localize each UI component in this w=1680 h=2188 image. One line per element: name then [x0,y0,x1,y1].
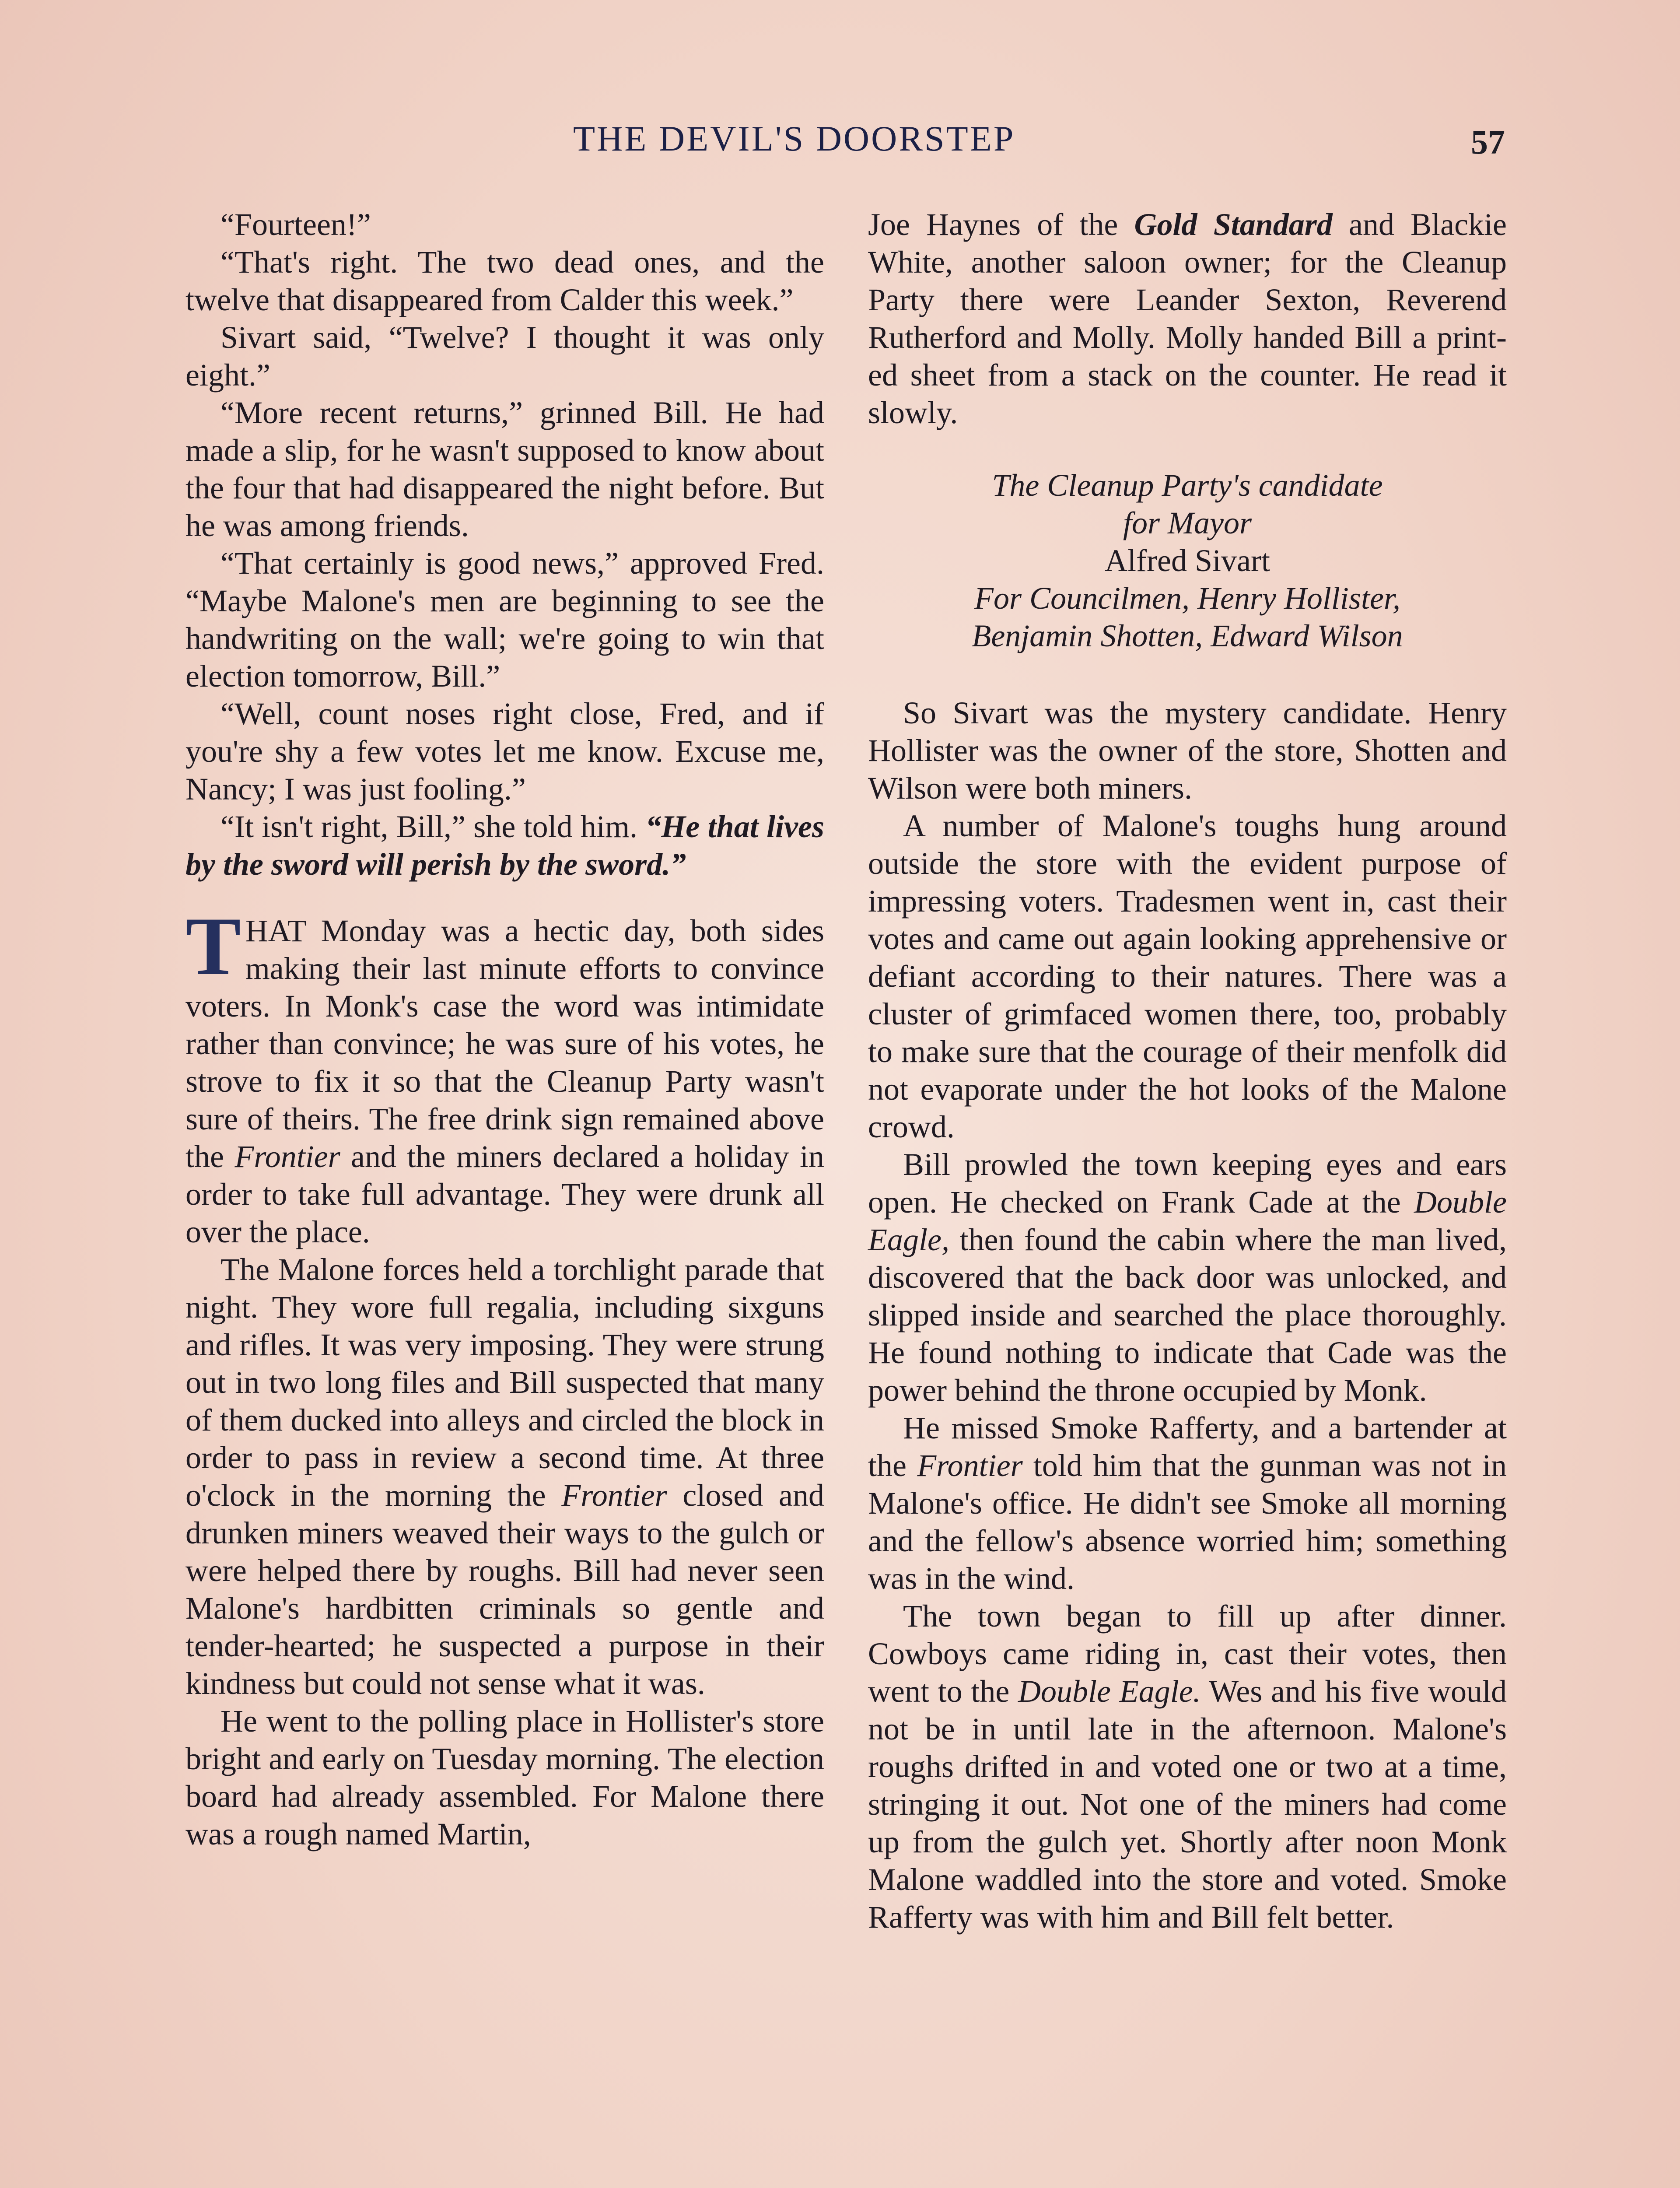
paragraph [186,1251,824,1702]
paragraph-text: He missed Smoke Rafferty, and a bartender at the [868,1410,1507,1483]
paragraph: “That certainly is good news,” approved Fred. “Maybe Malone's men are beginning to see the handwriting on the wall; we're going to win that election tomorrow, Bill.” [186,546,824,694]
page-number: 57 [1471,123,1505,161]
paragraph [868,206,1507,431]
dialogue-text: “It isn't right, Bill,” she told him. [220,809,646,844]
paragraph [868,1597,1507,1936]
running-head: THE DEVIL'S DOORSTEP [573,119,1015,158]
paragraph-text: Joe Haynes of the [868,207,1134,242]
paragraph: A number of Malone's toughs hung around outside the store with the evident purpose of impressing voters. Tradesmen went in, cast their votes and came out again looking apprehensive or defiant according to their natures. There was a cluster of grimfaced women there, too, probably to make sure that the courage of their menfolk did not evaporate under the hot looks of the Malone crowd. [868,808,1507,1144]
paragraph-text: The Malone forces held a torchlight parade that night. They wore full regalia, including sixguns and rifles. It was very imposing. They were strung out in two long files and Bill suspected that many of them ducked into alleys and circled the block in order to pass in review a second time. At three o'clock in the morning the [186,1252,824,1513]
notice-line: The Cleanup Party's candidate [992,468,1383,503]
paragraph [868,1409,1507,1597]
paragraph: “Fourteen!” [220,207,371,242]
drop-cap: T [186,901,241,992]
paragraph: So Sivart was the mystery candidate. Henry Hollister was the owner of the store, Shotten and Wilson were both miners. [868,695,1507,806]
paragraph [868,1146,1507,1409]
paragraph-text: The town began to fill up after dinner. Cowboys came riding in, cast their votes, then went to the [868,1599,1507,1709]
notice-line: for Mayor [1123,505,1252,540]
notice-line: Alfred Sivart [1105,543,1270,578]
notice-line: For Councilmen, Henry Hollister, [974,581,1400,616]
paragraph: “That's right. The two dead ones, and the twelve that disappeared from Calder this week.” [186,245,824,317]
section-opening-paragraph [186,901,824,1251]
paragraph: He went to the polling place in Hollister's store bright and early on Tuesday morning. The election board had already assembled. For Malone there was a rough named Martin, [186,1704,824,1851]
right-column [868,206,1507,1936]
saloon-name: Double Eagle. [1018,1674,1201,1709]
notice-line: Benjamin Shotten, Edward Wilson [972,618,1403,653]
paragraph [186,808,824,883]
paragraph-text: Bill prowled the town keeping eyes and ears open. He checked on Frank Cade at the [868,1147,1507,1220]
paragraph-text: and Blackie White, another saloon owner; for the Cleanup Party there were Leander Sexton, Reverend Rutherford and Molly. Molly handed Bill a printed sheet from a stack on the counter. He read it slowly. [868,207,1507,430]
paragraph-text: Wes and his five would not be in until late in the afternoon. Malone's roughs drifted in and voted one or two at a time, stringing it out. Not one of the miners had come up from the gulch yet. Shortly after noon Monk Malone waddled into the store and voted. Smoke Rafferty was with him and Bill felt better. [868,1674,1507,1935]
saloon-name: Double Eagle, [868,1185,1507,1257]
left-column [186,206,824,1853]
paragraph: “More recent returns,” grinned Bill. He had made a slip, for he wasn't supposed to know about the four that had disappeared the night before. But he was among friends. [186,395,824,543]
paragraph-text: and the miners declared a holiday in order to take full advantage. They were drunk all over the place. [186,1139,824,1249]
paragraph-text: closed and drunken miners weaved their ways to the gulch or were helped there by roughs. Bill had never seen Malone's hardbitten criminals so gentle and tender-hearted; he suspected a purpose in their kindness but could not sense what it was. [186,1478,824,1701]
saloon-name: Frontier [234,1139,340,1174]
paragraph-text: then found the cabin where the man lived, discovered that the back door was unlocked, and slipped inside and searched the place thoroughly. He found nothing to indicate that Cade was the power behind the throne occupied by Monk. [868,1222,1507,1408]
paragraph: “Well, count noses right close, Fred, and if you're shy a few votes let me know. Excuse me, Nancy; I was just fooling.” [186,696,824,806]
quotation-italic: “He that lives by the sword will perish by the sword.” [186,809,825,882]
saloon-name: Frontier [561,1478,667,1513]
paragraph: Sivart said, “Twelve? I thought it was only eight.” [186,320,824,393]
paragraph-text: HAT Monday was a hectic day, both sides making their last minute efforts to convince voters. In Monk's case the word was intimidate rather than convince; he was sure of his votes, he strove to fix it so that the Cleanup Party wasn't sure of theirs. The free drink sign remained above the [186,913,824,1174]
paragraph-text: told him that the gunman was not in Malone's office. He didn't see Smoke all morning and the fellow's absence worried him; something was in the wind. [868,1448,1507,1596]
printed-ballot-notice [868,466,1507,655]
saloon-name: Frontier [917,1448,1023,1483]
saloon-name: Gold Standard [1134,207,1333,242]
